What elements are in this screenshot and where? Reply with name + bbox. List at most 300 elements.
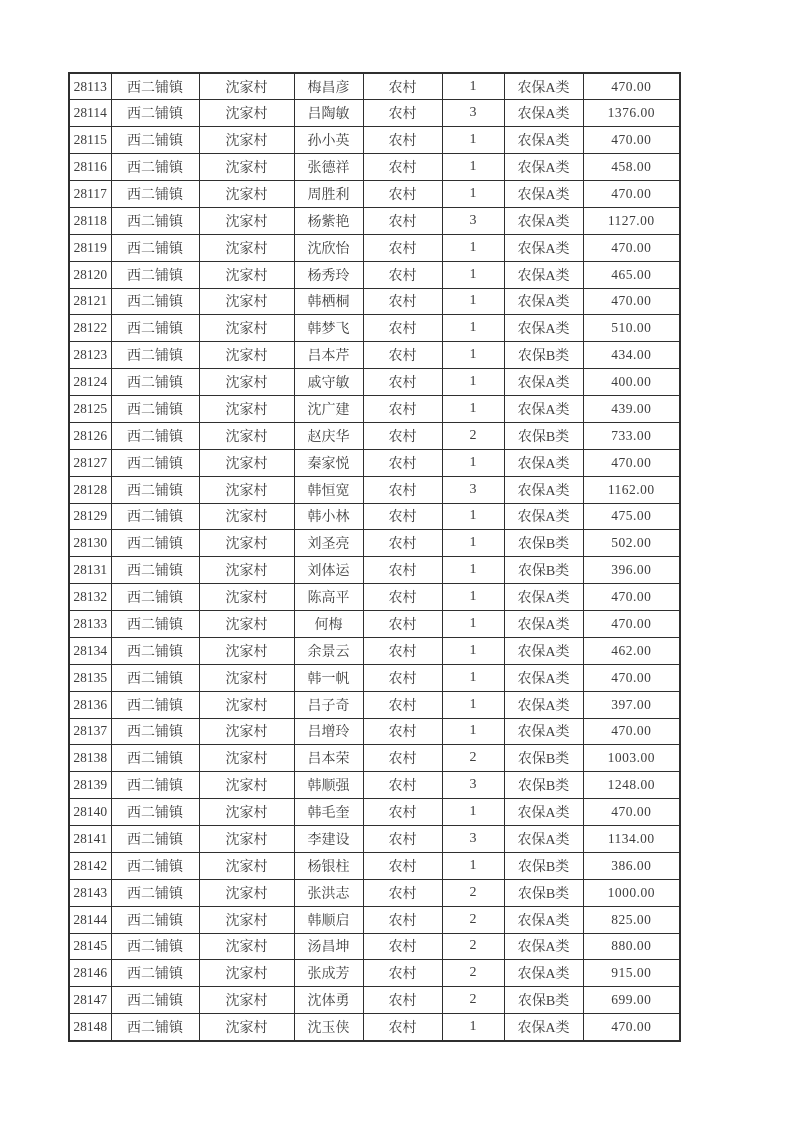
village-cell: 沈家村 <box>199 369 294 396</box>
village-cell: 沈家村 <box>199 772 294 799</box>
person-count-cell: 3 <box>442 476 504 503</box>
record-id-cell: 28113 <box>69 73 111 100</box>
amount-cell: 470.00 <box>583 288 680 315</box>
town-cell: 西二铺镇 <box>111 73 199 100</box>
table-row <box>69 557 680 584</box>
amount-cell: 462.00 <box>583 637 680 664</box>
area-type-cell: 农村 <box>363 852 442 879</box>
table-row <box>69 422 680 449</box>
person-count-cell: 1 <box>442 1014 504 1041</box>
town-cell: 西二铺镇 <box>111 611 199 638</box>
village-cell: 沈家村 <box>199 906 294 933</box>
person-count-cell: 1 <box>442 396 504 423</box>
insurance-class-cell: 农保A类 <box>504 826 583 853</box>
person-count-cell: 1 <box>442 288 504 315</box>
person-name-cell: 沈体勇 <box>294 987 363 1014</box>
town-cell: 西二铺镇 <box>111 154 199 181</box>
insurance-class-cell: 农保A类 <box>504 449 583 476</box>
table-row <box>69 584 680 611</box>
table-row <box>69 1014 680 1041</box>
insurance-class-cell: 农保B类 <box>504 987 583 1014</box>
area-type-cell: 农村 <box>363 261 442 288</box>
record-id-cell: 28126 <box>69 422 111 449</box>
person-name-cell: 杨银柱 <box>294 852 363 879</box>
amount-cell: 434.00 <box>583 342 680 369</box>
town-cell: 西二铺镇 <box>111 369 199 396</box>
record-id-cell: 28118 <box>69 207 111 234</box>
person-count-cell: 2 <box>442 906 504 933</box>
town-cell: 西二铺镇 <box>111 342 199 369</box>
amount-cell: 1003.00 <box>583 745 680 772</box>
person-count-cell: 1 <box>442 584 504 611</box>
table-row <box>69 826 680 853</box>
person-name-cell: 杨秀玲 <box>294 261 363 288</box>
area-type-cell: 农村 <box>363 449 442 476</box>
amount-cell: 1127.00 <box>583 207 680 234</box>
insurance-class-cell: 农保A类 <box>504 799 583 826</box>
amount-cell: 915.00 <box>583 960 680 987</box>
insurance-class-cell: 农保A类 <box>504 396 583 423</box>
record-id-cell: 28138 <box>69 745 111 772</box>
person-name-cell: 吕陶敏 <box>294 100 363 127</box>
area-type-cell: 农村 <box>363 422 442 449</box>
person-name-cell: 韩栖桐 <box>294 288 363 315</box>
area-type-cell: 农村 <box>363 664 442 691</box>
amount-cell: 825.00 <box>583 906 680 933</box>
area-type-cell: 农村 <box>363 207 442 234</box>
amount-cell: 400.00 <box>583 369 680 396</box>
insurance-class-cell: 农保A类 <box>504 584 583 611</box>
village-cell: 沈家村 <box>199 396 294 423</box>
person-count-cell: 1 <box>442 127 504 154</box>
person-count-cell: 1 <box>442 154 504 181</box>
person-count-cell: 1 <box>442 261 504 288</box>
area-type-cell: 农村 <box>363 611 442 638</box>
area-type-cell: 农村 <box>363 100 442 127</box>
record-id-cell: 28116 <box>69 154 111 181</box>
record-id-cell: 28120 <box>69 261 111 288</box>
record-id-cell: 28135 <box>69 664 111 691</box>
town-cell: 西二铺镇 <box>111 826 199 853</box>
insurance-class-cell: 农保B类 <box>504 557 583 584</box>
table-body <box>69 73 680 1041</box>
person-count-cell: 1 <box>442 234 504 261</box>
table-row <box>69 718 680 745</box>
village-cell: 沈家村 <box>199 1014 294 1041</box>
insurance-class-cell: 农保A类 <box>504 181 583 208</box>
town-cell: 西二铺镇 <box>111 207 199 234</box>
person-name-cell: 戚守敏 <box>294 369 363 396</box>
insurance-class-cell: 农保A类 <box>504 73 583 100</box>
person-name-cell: 沈欣怡 <box>294 234 363 261</box>
amount-cell: 439.00 <box>583 396 680 423</box>
person-name-cell: 张德祥 <box>294 154 363 181</box>
village-cell: 沈家村 <box>199 879 294 906</box>
area-type-cell: 农村 <box>363 557 442 584</box>
person-name-cell: 刘体运 <box>294 557 363 584</box>
town-cell: 西二铺镇 <box>111 906 199 933</box>
village-cell: 沈家村 <box>199 691 294 718</box>
record-id-cell: 28131 <box>69 557 111 584</box>
area-type-cell: 农村 <box>363 745 442 772</box>
amount-cell: 470.00 <box>583 584 680 611</box>
person-name-cell: 吕子奇 <box>294 691 363 718</box>
village-cell: 沈家村 <box>199 852 294 879</box>
town-cell: 西二铺镇 <box>111 987 199 1014</box>
amount-cell: 470.00 <box>583 611 680 638</box>
amount-cell: 396.00 <box>583 557 680 584</box>
amount-cell: 470.00 <box>583 664 680 691</box>
table-row <box>69 530 680 557</box>
area-type-cell: 农村 <box>363 288 442 315</box>
amount-cell: 699.00 <box>583 987 680 1014</box>
record-id-cell: 28129 <box>69 503 111 530</box>
insurance-class-cell: 农保B类 <box>504 879 583 906</box>
insurance-class-cell: 农保B类 <box>504 530 583 557</box>
village-cell: 沈家村 <box>199 154 294 181</box>
table-row <box>69 611 680 638</box>
person-count-cell: 2 <box>442 960 504 987</box>
area-type-cell: 农村 <box>363 342 442 369</box>
insurance-class-cell: 农保B类 <box>504 745 583 772</box>
person-name-cell: 吕本荣 <box>294 745 363 772</box>
amount-cell: 397.00 <box>583 691 680 718</box>
town-cell: 西二铺镇 <box>111 718 199 745</box>
town-cell: 西二铺镇 <box>111 530 199 557</box>
amount-cell: 1162.00 <box>583 476 680 503</box>
table-row <box>69 342 680 369</box>
person-name-cell: 汤昌坤 <box>294 933 363 960</box>
area-type-cell: 农村 <box>363 906 442 933</box>
area-type-cell: 农村 <box>363 584 442 611</box>
table-row <box>69 933 680 960</box>
person-count-cell: 3 <box>442 207 504 234</box>
person-name-cell: 张成芳 <box>294 960 363 987</box>
insurance-class-cell: 农保A类 <box>504 261 583 288</box>
area-type-cell: 农村 <box>363 799 442 826</box>
benefit-records-table <box>68 72 681 1042</box>
person-count-cell: 1 <box>442 449 504 476</box>
amount-cell: 465.00 <box>583 261 680 288</box>
area-type-cell: 农村 <box>363 154 442 181</box>
town-cell: 西二铺镇 <box>111 288 199 315</box>
village-cell: 沈家村 <box>199 449 294 476</box>
village-cell: 沈家村 <box>199 207 294 234</box>
town-cell: 西二铺镇 <box>111 879 199 906</box>
amount-cell: 386.00 <box>583 852 680 879</box>
village-cell: 沈家村 <box>199 288 294 315</box>
table-row <box>69 369 680 396</box>
village-cell: 沈家村 <box>199 611 294 638</box>
person-count-cell: 1 <box>442 181 504 208</box>
table-row <box>69 261 680 288</box>
village-cell: 沈家村 <box>199 637 294 664</box>
insurance-class-cell: 农保A类 <box>504 127 583 154</box>
area-type-cell: 农村 <box>363 530 442 557</box>
amount-cell: 470.00 <box>583 799 680 826</box>
person-name-cell: 何梅 <box>294 611 363 638</box>
person-count-cell: 2 <box>442 987 504 1014</box>
table-row <box>69 207 680 234</box>
area-type-cell: 农村 <box>363 960 442 987</box>
record-id-cell: 28123 <box>69 342 111 369</box>
insurance-class-cell: 农保B类 <box>504 772 583 799</box>
record-id-cell: 28141 <box>69 826 111 853</box>
record-id-cell: 28117 <box>69 181 111 208</box>
record-id-cell: 28148 <box>69 1014 111 1041</box>
record-id-cell: 28114 <box>69 100 111 127</box>
town-cell: 西二铺镇 <box>111 100 199 127</box>
person-name-cell: 吕本芹 <box>294 342 363 369</box>
insurance-class-cell: 农保A类 <box>504 100 583 127</box>
table-row <box>69 73 680 100</box>
village-cell: 沈家村 <box>199 799 294 826</box>
area-type-cell: 农村 <box>363 1014 442 1041</box>
area-type-cell: 农村 <box>363 315 442 342</box>
table-row <box>69 315 680 342</box>
table-row <box>69 100 680 127</box>
person-name-cell: 秦家悦 <box>294 449 363 476</box>
town-cell: 西二铺镇 <box>111 664 199 691</box>
town-cell: 西二铺镇 <box>111 396 199 423</box>
amount-cell: 470.00 <box>583 234 680 261</box>
person-name-cell: 沈广建 <box>294 396 363 423</box>
town-cell: 西二铺镇 <box>111 745 199 772</box>
insurance-class-cell: 农保A类 <box>504 154 583 181</box>
record-id-cell: 28145 <box>69 933 111 960</box>
area-type-cell: 农村 <box>363 691 442 718</box>
record-id-cell: 28121 <box>69 288 111 315</box>
record-id-cell: 28119 <box>69 234 111 261</box>
person-count-cell: 2 <box>442 879 504 906</box>
record-id-cell: 28136 <box>69 691 111 718</box>
town-cell: 西二铺镇 <box>111 315 199 342</box>
village-cell: 沈家村 <box>199 127 294 154</box>
record-id-cell: 28127 <box>69 449 111 476</box>
record-id-cell: 28130 <box>69 530 111 557</box>
village-cell: 沈家村 <box>199 826 294 853</box>
town-cell: 西二铺镇 <box>111 557 199 584</box>
area-type-cell: 农村 <box>363 234 442 261</box>
person-count-cell: 1 <box>442 315 504 342</box>
record-id-cell: 28144 <box>69 906 111 933</box>
record-id-cell: 28132 <box>69 584 111 611</box>
area-type-cell: 农村 <box>363 127 442 154</box>
person-count-cell: 2 <box>442 745 504 772</box>
record-id-cell: 28139 <box>69 772 111 799</box>
table-row <box>69 234 680 261</box>
person-count-cell: 1 <box>442 557 504 584</box>
village-cell: 沈家村 <box>199 476 294 503</box>
village-cell: 沈家村 <box>199 234 294 261</box>
area-type-cell: 农村 <box>363 772 442 799</box>
table-row <box>69 503 680 530</box>
town-cell: 西二铺镇 <box>111 181 199 208</box>
insurance-class-cell: 农保A类 <box>504 960 583 987</box>
insurance-class-cell: 农保A类 <box>504 503 583 530</box>
table-row <box>69 906 680 933</box>
area-type-cell: 农村 <box>363 879 442 906</box>
person-count-cell: 1 <box>442 664 504 691</box>
record-id-cell: 28142 <box>69 852 111 879</box>
village-cell: 沈家村 <box>199 987 294 1014</box>
person-count-cell: 1 <box>442 637 504 664</box>
person-count-cell: 1 <box>442 718 504 745</box>
table-row <box>69 987 680 1014</box>
insurance-class-cell: 农保A类 <box>504 207 583 234</box>
insurance-class-cell: 农保B类 <box>504 852 583 879</box>
person-name-cell: 杨紫艳 <box>294 207 363 234</box>
insurance-class-cell: 农保A类 <box>504 476 583 503</box>
area-type-cell: 农村 <box>363 396 442 423</box>
person-name-cell: 张洪志 <box>294 879 363 906</box>
village-cell: 沈家村 <box>199 557 294 584</box>
record-id-cell: 28143 <box>69 879 111 906</box>
person-name-cell: 韩一帆 <box>294 664 363 691</box>
town-cell: 西二铺镇 <box>111 852 199 879</box>
amount-cell: 1000.00 <box>583 879 680 906</box>
table-row <box>69 396 680 423</box>
person-count-cell: 3 <box>442 100 504 127</box>
village-cell: 沈家村 <box>199 584 294 611</box>
amount-cell: 470.00 <box>583 1014 680 1041</box>
table-row <box>69 637 680 664</box>
amount-cell: 470.00 <box>583 449 680 476</box>
town-cell: 西二铺镇 <box>111 127 199 154</box>
person-count-cell: 3 <box>442 826 504 853</box>
table-row <box>69 127 680 154</box>
person-count-cell: 1 <box>442 691 504 718</box>
village-cell: 沈家村 <box>199 100 294 127</box>
area-type-cell: 农村 <box>363 826 442 853</box>
table-row <box>69 691 680 718</box>
record-id-cell: 28125 <box>69 396 111 423</box>
record-id-cell: 28133 <box>69 611 111 638</box>
village-cell: 沈家村 <box>199 718 294 745</box>
insurance-class-cell: 农保A类 <box>504 906 583 933</box>
amount-cell: 510.00 <box>583 315 680 342</box>
town-cell: 西二铺镇 <box>111 960 199 987</box>
person-count-cell: 1 <box>442 503 504 530</box>
amount-cell: 470.00 <box>583 73 680 100</box>
insurance-class-cell: 农保A类 <box>504 933 583 960</box>
amount-cell: 880.00 <box>583 933 680 960</box>
table-row <box>69 799 680 826</box>
insurance-class-cell: 农保A类 <box>504 369 583 396</box>
village-cell: 沈家村 <box>199 261 294 288</box>
insurance-class-cell: 农保A类 <box>504 315 583 342</box>
amount-cell: 475.00 <box>583 503 680 530</box>
town-cell: 西二铺镇 <box>111 933 199 960</box>
person-name-cell: 孙小英 <box>294 127 363 154</box>
area-type-cell: 农村 <box>363 987 442 1014</box>
record-id-cell: 28134 <box>69 637 111 664</box>
record-id-cell: 28115 <box>69 127 111 154</box>
record-id-cell: 28137 <box>69 718 111 745</box>
town-cell: 西二铺镇 <box>111 799 199 826</box>
area-type-cell: 农村 <box>363 181 442 208</box>
town-cell: 西二铺镇 <box>111 503 199 530</box>
table-row <box>69 154 680 181</box>
village-cell: 沈家村 <box>199 933 294 960</box>
record-id-cell: 28128 <box>69 476 111 503</box>
insurance-class-cell: 农保A类 <box>504 1014 583 1041</box>
table-row <box>69 772 680 799</box>
town-cell: 西二铺镇 <box>111 637 199 664</box>
person-name-cell: 韩小林 <box>294 503 363 530</box>
town-cell: 西二铺镇 <box>111 261 199 288</box>
area-type-cell: 农村 <box>363 503 442 530</box>
insurance-class-cell: 农保A类 <box>504 637 583 664</box>
person-count-cell: 1 <box>442 799 504 826</box>
village-cell: 沈家村 <box>199 342 294 369</box>
insurance-class-cell: 农保B类 <box>504 422 583 449</box>
town-cell: 西二铺镇 <box>111 234 199 261</box>
amount-cell: 458.00 <box>583 154 680 181</box>
town-cell: 西二铺镇 <box>111 584 199 611</box>
person-count-cell: 2 <box>442 933 504 960</box>
table-row <box>69 745 680 772</box>
person-count-cell: 1 <box>442 342 504 369</box>
person-count-cell: 1 <box>442 73 504 100</box>
insurance-class-cell: 农保B类 <box>504 342 583 369</box>
amount-cell: 470.00 <box>583 127 680 154</box>
amount-cell: 1248.00 <box>583 772 680 799</box>
insurance-class-cell: 农保A类 <box>504 611 583 638</box>
town-cell: 西二铺镇 <box>111 1014 199 1041</box>
person-name-cell: 韩梦飞 <box>294 315 363 342</box>
amount-cell: 470.00 <box>583 718 680 745</box>
record-id-cell: 28147 <box>69 987 111 1014</box>
area-type-cell: 农村 <box>363 637 442 664</box>
table-row <box>69 960 680 987</box>
person-name-cell: 韩顺启 <box>294 906 363 933</box>
table-row <box>69 449 680 476</box>
table-row <box>69 288 680 315</box>
table-row <box>69 879 680 906</box>
insurance-class-cell: 农保A类 <box>504 288 583 315</box>
person-name-cell: 吕增玲 <box>294 718 363 745</box>
person-name-cell: 余景云 <box>294 637 363 664</box>
person-name-cell: 李建设 <box>294 826 363 853</box>
village-cell: 沈家村 <box>199 960 294 987</box>
insurance-class-cell: 农保A类 <box>504 691 583 718</box>
person-name-cell: 韩毛奎 <box>294 799 363 826</box>
village-cell: 沈家村 <box>199 530 294 557</box>
area-type-cell: 农村 <box>363 73 442 100</box>
area-type-cell: 农村 <box>363 933 442 960</box>
person-name-cell: 周胜利 <box>294 181 363 208</box>
amount-cell: 1134.00 <box>583 826 680 853</box>
record-id-cell: 28146 <box>69 960 111 987</box>
town-cell: 西二铺镇 <box>111 772 199 799</box>
record-id-cell: 28124 <box>69 369 111 396</box>
table-row <box>69 476 680 503</box>
person-name-cell: 梅昌彦 <box>294 73 363 100</box>
village-cell: 沈家村 <box>199 73 294 100</box>
person-count-cell: 1 <box>442 852 504 879</box>
town-cell: 西二铺镇 <box>111 449 199 476</box>
person-name-cell: 刘圣亮 <box>294 530 363 557</box>
person-count-cell: 3 <box>442 772 504 799</box>
insurance-class-cell: 农保A类 <box>504 664 583 691</box>
amount-cell: 1376.00 <box>583 100 680 127</box>
area-type-cell: 农村 <box>363 476 442 503</box>
area-type-cell: 农村 <box>363 369 442 396</box>
record-id-cell: 28122 <box>69 315 111 342</box>
record-id-cell: 28140 <box>69 799 111 826</box>
insurance-class-cell: 农保A类 <box>504 718 583 745</box>
